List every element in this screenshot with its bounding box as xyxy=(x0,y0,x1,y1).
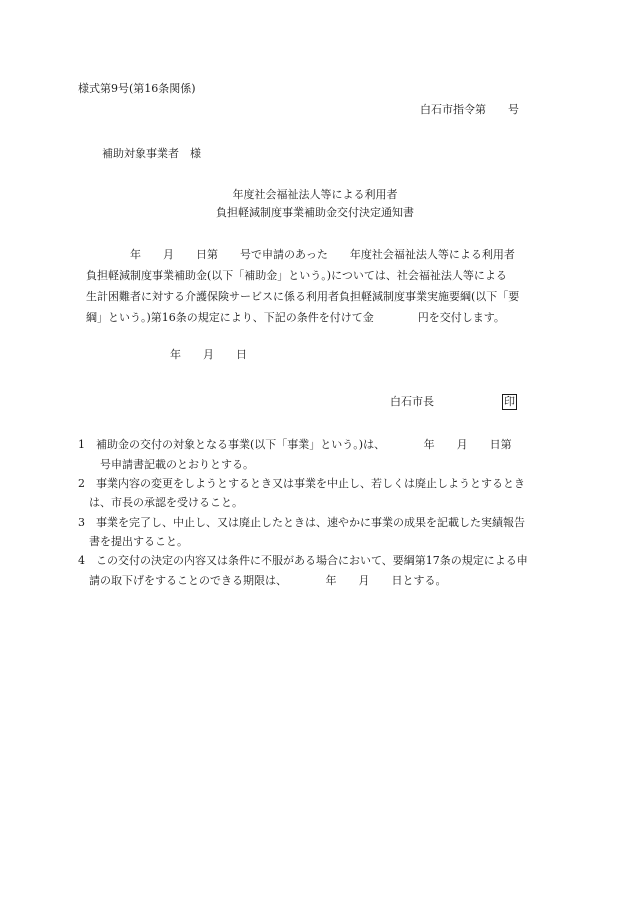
condition-item-3: 3 事業を完了し、中止し、又は廃止したときは、速やかに事業の成果を記載した実績報告 xyxy=(78,516,525,529)
seal-mark: 印 xyxy=(504,395,515,408)
body-line: 綱」という。)第16条の規定により、下記の条件を付けて金 円を交付します。 xyxy=(86,311,505,324)
body-line: 負担軽減制度事業補助金(以下「補助金」という。)については、社会福祉法人等による xyxy=(86,269,507,282)
date-line: 年 月 日 xyxy=(170,348,247,361)
title-line-1: 年度社会福祉法人等による利用者 xyxy=(232,188,398,201)
condition-item-2-cont: は、市長の承認を受けること。 xyxy=(78,496,243,509)
issuer-name: 白石市長 xyxy=(390,395,434,408)
body-line: 年 月 日第 号で申請のあった 年度社会福祉法人等による利用者 xyxy=(86,248,515,261)
issuer xyxy=(390,393,517,411)
form-number: 様式第9号(第16条関係) xyxy=(78,82,196,95)
condition-item-4: 4 この交付の決定の内容又は条件に不服がある場合において、要綱第17条の規定による申 xyxy=(78,554,528,567)
body-line: 生計困難者に対する介護保険サービスに係る利用者負担軽減制度事業実施要綱(以下「要 xyxy=(86,290,520,303)
reference-number: 白石市指令第 号 xyxy=(420,103,519,116)
condition-item-1-cont: 号申請書記載のとおりとする。 xyxy=(78,458,254,471)
condition-item-4-cont: 請の取下げをすることのできる期限は、 年 月 日とする。 xyxy=(78,574,447,587)
title-line-2: 負担軽減制度事業補助金交付決定通知書 xyxy=(216,206,414,219)
condition-item-2: 2 事業内容の変更をしようとするとき又は事業を中止し、若しくは廃止しようとするとき xyxy=(78,477,525,490)
notice-body xyxy=(86,244,556,328)
addressee: 補助対象事業者 様 xyxy=(102,147,201,160)
condition-item-3-cont: 書を提出すること。 xyxy=(78,535,188,548)
condition-item-1: 1 補助金の交付の対象となる事業(以下「事業」という。)は、 年 月 日第 xyxy=(78,438,512,451)
